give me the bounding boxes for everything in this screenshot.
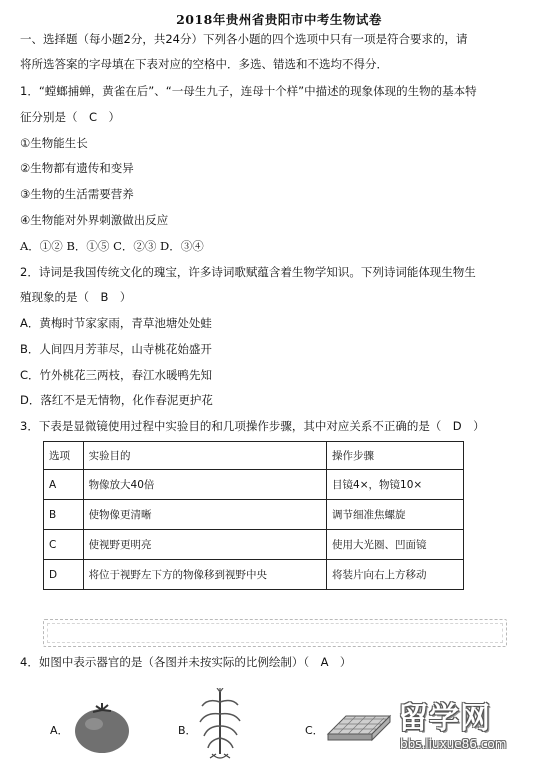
q3-stem: 3．下表是显微镜使用过程中实验目的和几项操作步骤，其中对应关系不正确的是（ D ） <box>20 419 485 433</box>
table-header-cell: 操作步骤 <box>327 442 464 470</box>
q2-option-a: A．黄梅时节家家雨，青草池塘处处蛙 <box>20 316 212 330</box>
q2-option-b: B．人间四月芳菲尽，山寺桃花始盛开 <box>20 342 212 356</box>
q4-option-b-label: B． <box>178 724 197 737</box>
tomato-icon <box>72 700 132 756</box>
section-intro-line2: 将所选答案的字母填在下表对应的空格中．多选、错选和不选均不得分． <box>20 57 388 71</box>
q1-option-4: ④生物能对外界刺激做出反应 <box>20 213 169 227</box>
section-intro-line1: 一、选择题（每小题2分，共24分）下列各小题的四个选项中只有一项是符合要求的，请 <box>20 32 468 46</box>
q1-option-2: ②生物都有遗传和变异 <box>20 161 134 175</box>
table-cell: D <box>44 560 84 590</box>
table-cell: 物像放大40倍 <box>83 470 326 500</box>
watermark-url: bbs.liuxue86.com <box>400 737 507 751</box>
table-row <box>44 530 464 560</box>
table-cell: 调节细准焦螺旋 <box>327 500 464 530</box>
q2-stem-line1: 2．诗词是我国传统文化的瑰宝，许多诗词歌赋蕴含着生物学知识。下列诗词能体现生物生 <box>20 265 476 279</box>
table-cell: B <box>44 500 84 530</box>
table-header-cell: 实验目的 <box>83 442 326 470</box>
watermark-logo-text: 留学网 <box>398 701 491 736</box>
q1-stem-line1: 1．“螳螂捕蝉，黄雀在后”、“一母生九子，连母十个样”中描述的现象体现的生物的基本特 <box>20 84 477 98</box>
q2-option-c: C．竹外桃花三两枝，春江水暖鸭先知 <box>20 368 213 382</box>
dashed-answer-box <box>43 619 507 647</box>
table-cell: C <box>44 530 84 560</box>
q3-table <box>43 441 464 590</box>
table-header-cell: 选项 <box>44 442 84 470</box>
q1-stem-line2: 征分别是（ C ） <box>20 110 121 124</box>
exam-title: 2018年贵州省贵阳市中考生物试卷 <box>176 12 382 27</box>
q4-option-c-label: C． <box>305 724 324 737</box>
corn-plant-icon <box>196 688 244 762</box>
q1-option-1: ①生物能生长 <box>20 136 88 150</box>
site-watermark <box>392 693 552 763</box>
q2-option-d: D．落红不是无情物，化作春泥更护花 <box>20 393 213 407</box>
q2-stem-line2: 殖现象的是（ B ） <box>20 290 132 304</box>
table-row <box>44 560 464 590</box>
table-cell: 使用大光圈、凹面镜 <box>327 530 464 560</box>
q1-option-3: ③生物的生活需要营养 <box>20 187 134 201</box>
table-header-row <box>44 442 464 470</box>
table-cell: A <box>44 470 84 500</box>
table-cell: 使视野更明亮 <box>83 530 326 560</box>
q4-option-a-label: A． <box>50 724 69 737</box>
table-row <box>44 470 464 500</box>
table-cell: 将装片向右上方移动 <box>327 560 464 590</box>
table-cell: 将位于视野左下方的物像移到视野中央 <box>83 560 326 590</box>
tissue-layer-icon <box>326 712 392 742</box>
table-cell: 目镜4×，物镜10× <box>327 470 464 500</box>
q1-choices: A．①② B．①⑤ C．②③ D．③④ <box>20 239 204 253</box>
table-cell: 使物像更清晰 <box>83 500 326 530</box>
q4-stem: 4．如图中表示器官的是（各图并未按实际的比例绘制）（ A ） <box>20 655 352 669</box>
table-row <box>44 500 464 530</box>
